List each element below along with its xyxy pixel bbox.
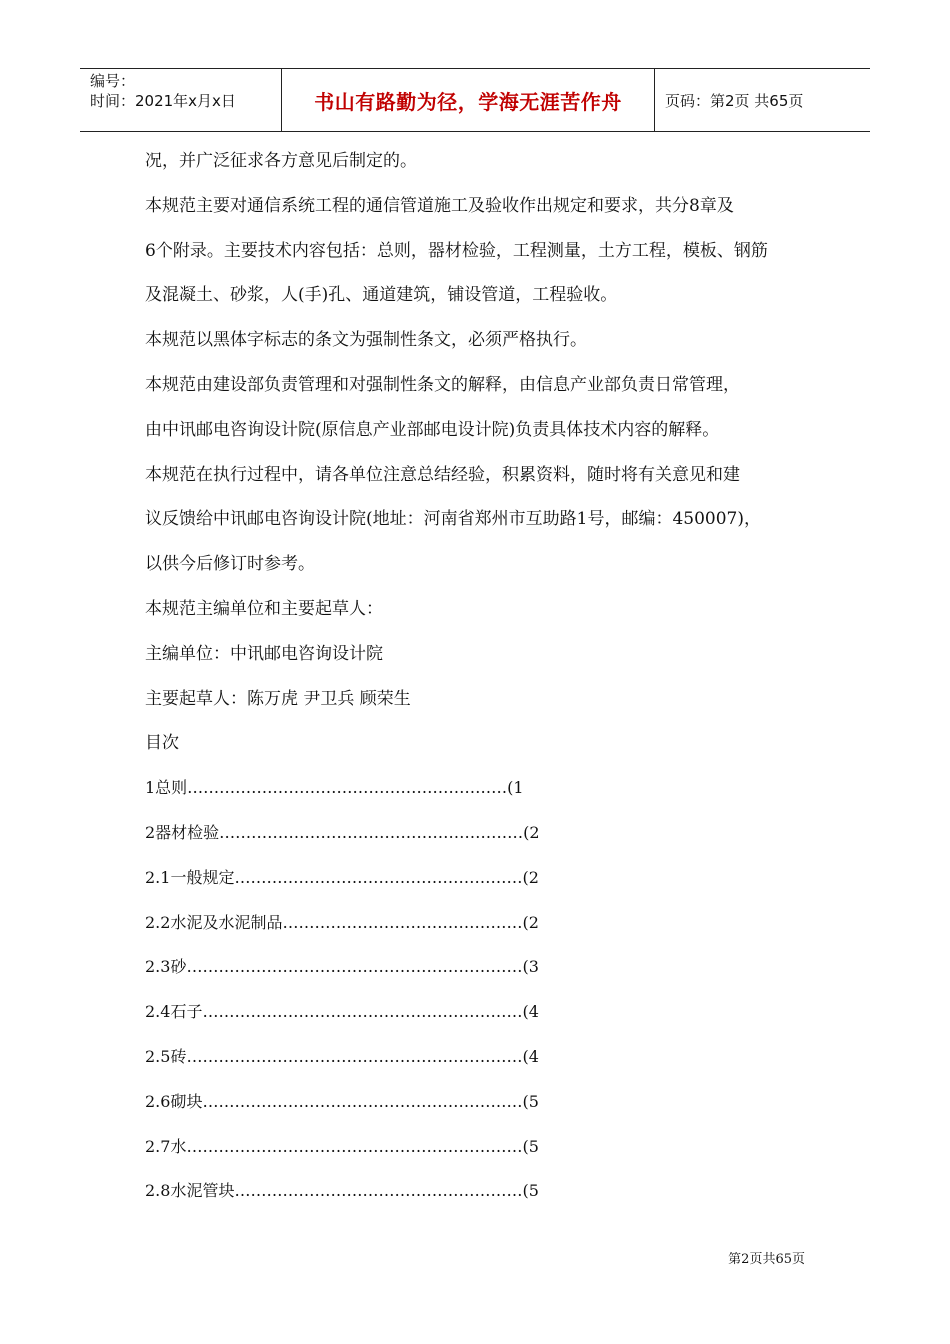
body-line: 本规范主编单位和主要起草人：: [145, 598, 383, 619]
page-header: [80, 68, 870, 132]
header-motto: 书山有路勤为径，学海无涯苦作舟: [314, 89, 622, 114]
body-line: 主编单位：中讯邮电咨询设计院: [145, 643, 383, 664]
toc-entry: 2.6砌块……………………………………………………(5: [145, 1091, 539, 1111]
header-divider: [654, 69, 655, 131]
toc-heading: 目次: [145, 733, 179, 754]
body-line: 主要起草人：陈万虎 尹卫兵 顾荣生: [145, 688, 411, 709]
toc-entry: 2.2水泥及水泥制品………………………………………(2: [145, 912, 539, 932]
header-page-info: 页码：第2页 共65页: [665, 91, 804, 110]
body-line: 以供今后修订时参考。: [145, 554, 315, 575]
toc-entry: 2器材检验…………………………………………………(2: [145, 822, 540, 842]
body-line: 况，并广泛征求各方意见后制定的。: [145, 151, 417, 171]
body-line: 本规范由建设部负责管理和对强制性条文的解释，由信息产业部负责日常管理，: [145, 374, 740, 395]
serial-number-label: 编号：: [90, 72, 136, 90]
toc-entry: 2.8水泥管块………………………………………………(5: [145, 1181, 539, 1201]
header-meta: [90, 71, 280, 111]
toc-entry: 2.5砖………………………………………………………(4: [145, 1046, 539, 1066]
toc-entry: 2.1一般规定………………………………………………(2: [145, 867, 539, 887]
toc-entry: 2.7水………………………………………………………(5: [145, 1136, 539, 1156]
body-line: 本规范以黑体字标志的条文为强制性条文，必须严格执行。: [145, 330, 587, 351]
toc-entry: 1总则……………………………………………………(1: [145, 778, 524, 798]
page-footer: 第2页共65页: [728, 1252, 805, 1267]
body-line: 6个附录。主要技术内容包括：总则，器材检验，工程测量，土方工程，模板、钢筋: [145, 240, 768, 261]
document-body: [145, 146, 815, 1221]
toc-entry: 2.3砂………………………………………………………(3: [145, 957, 539, 977]
body-line: 议反馈给中讯邮电咨询设计院(地址：河南省郑州市互助路1号，邮编：450007)，: [145, 509, 761, 530]
body-line: 由中讯邮电咨询设计院(原信息产业部邮电设计院)负责具体技术内容的解释。: [145, 419, 720, 440]
body-line: 本规范在执行过程中，请各单位注意总结经验，积累资料，随时将有关意见和建: [145, 464, 740, 485]
body-line: 本规范主要对通信系统工程的通信管道施工及验收作出规定和要求，共分8章及: [145, 195, 734, 216]
toc-entry: 2.4石子……………………………………………………(4: [145, 1002, 539, 1022]
body-line: 及混凝土、砂浆，人(手)孔、通道建筑，铺设管道，工程验收。: [145, 285, 618, 306]
date-label: 时间：2021年x月x日: [90, 92, 236, 110]
